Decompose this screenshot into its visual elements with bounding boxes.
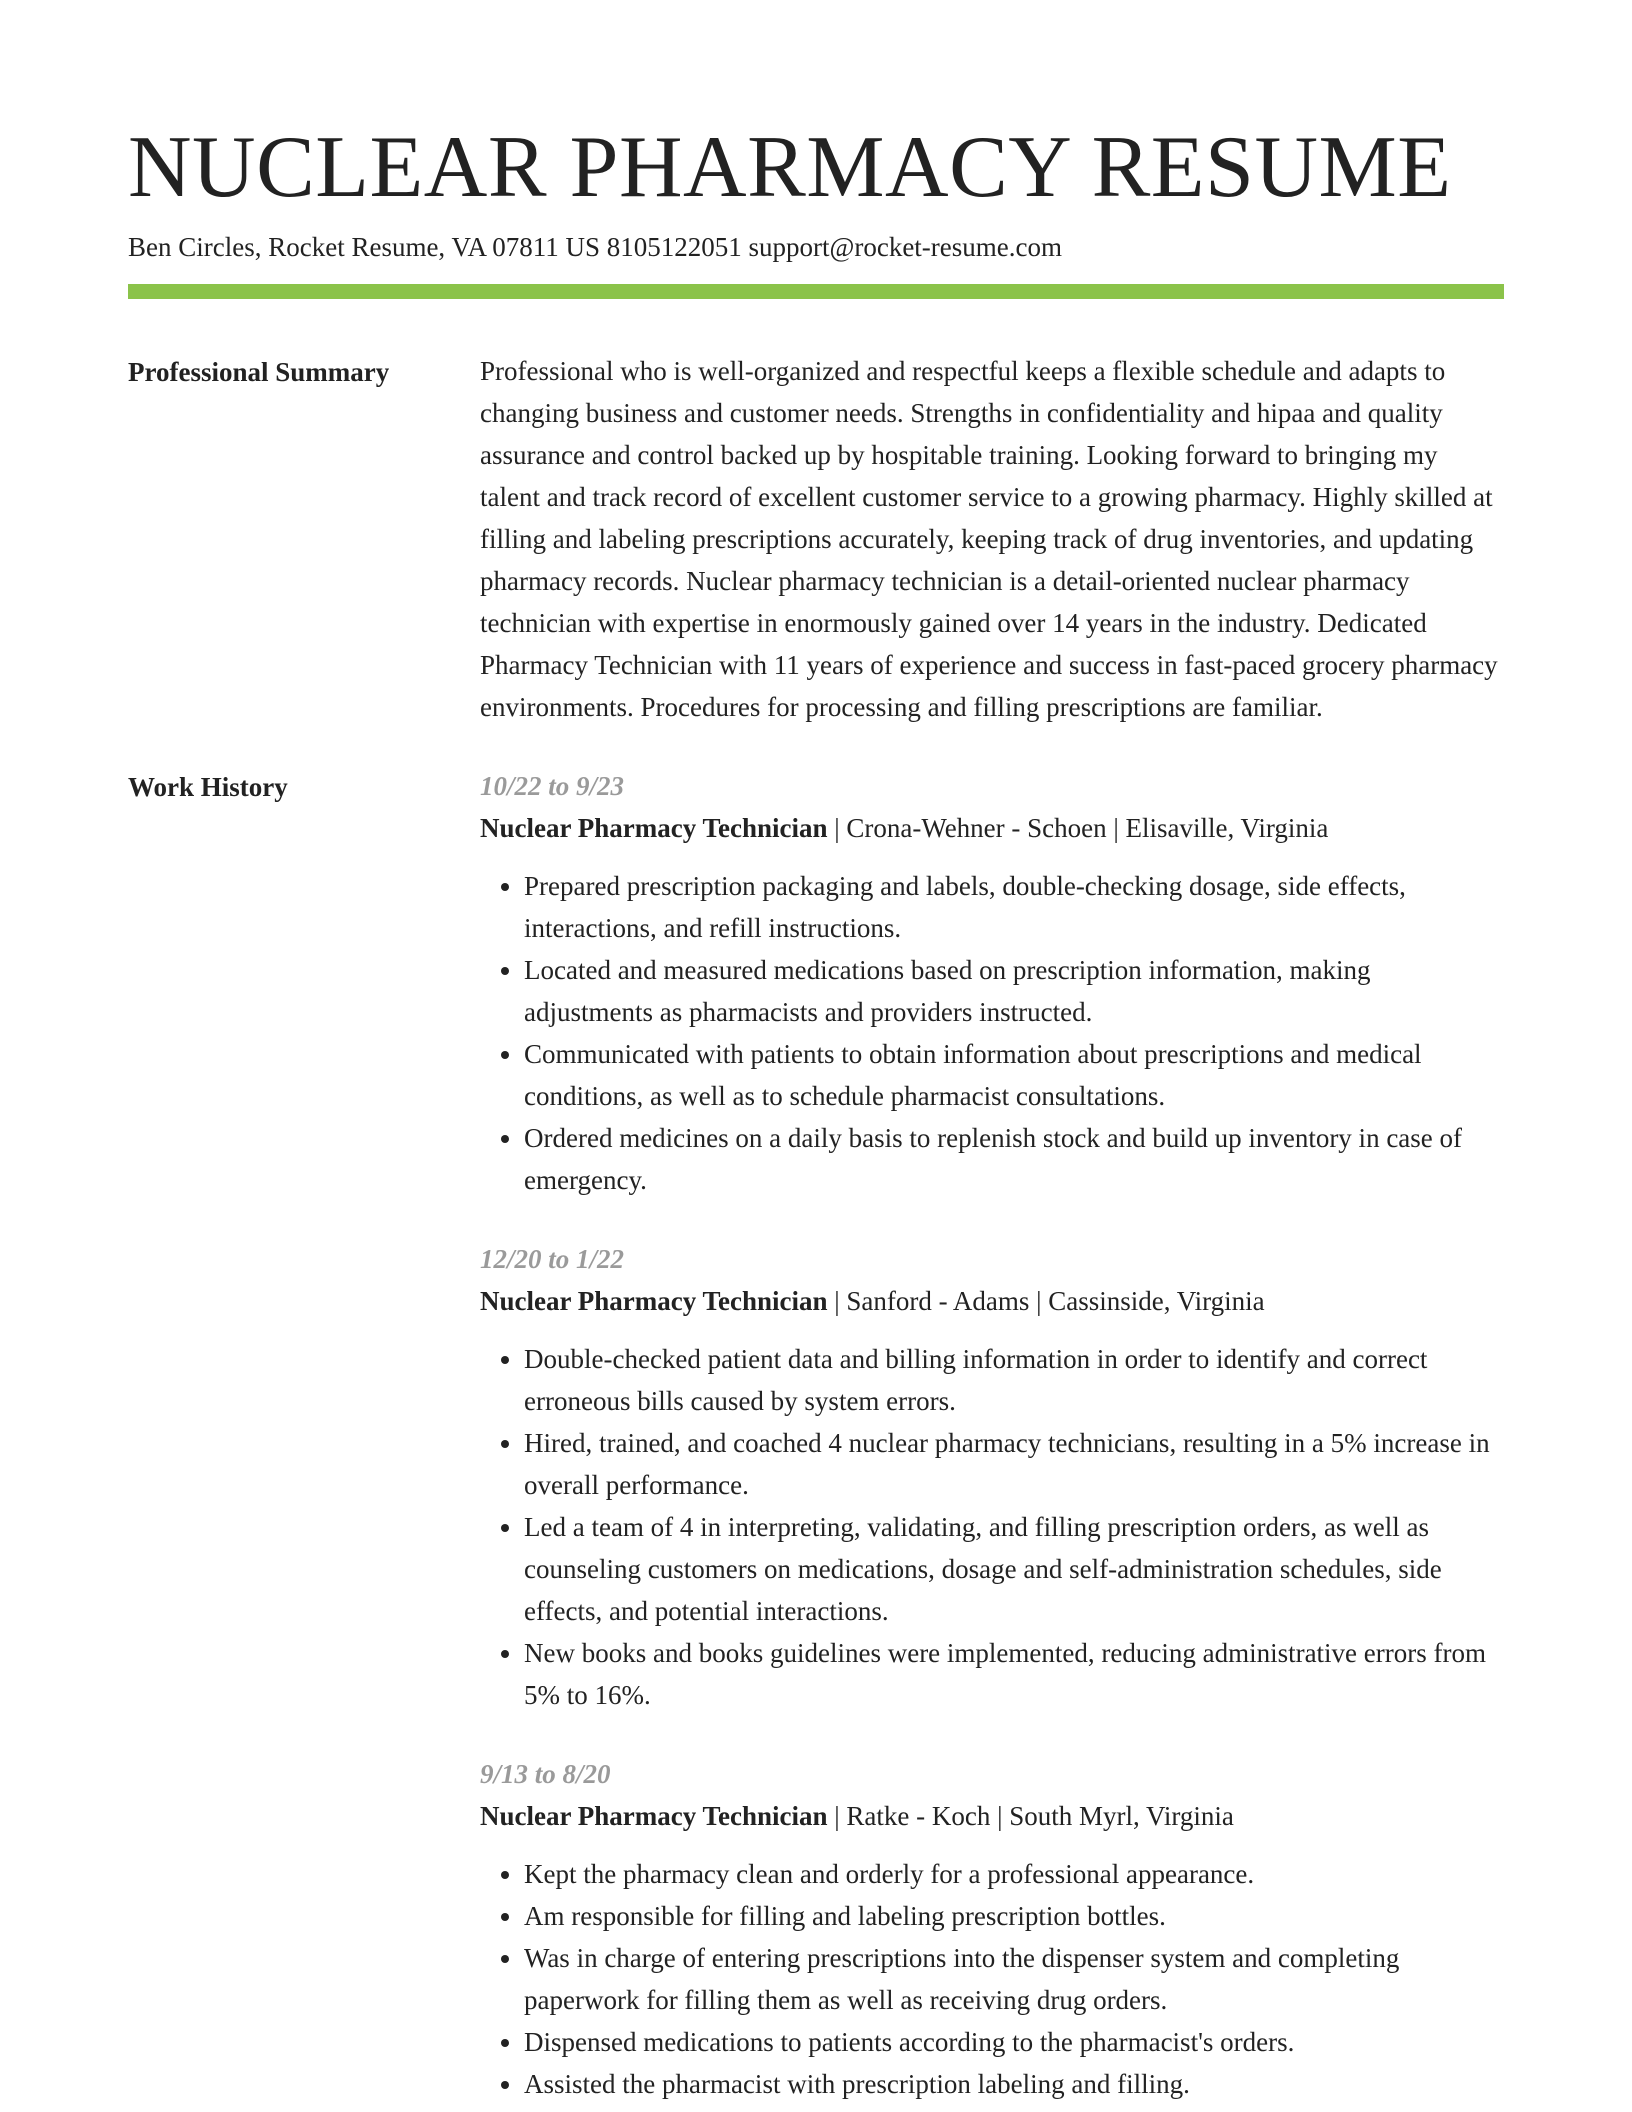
job-dates: 12/20 to 1/22 [480,1244,625,1274]
job-dates: 10/22 to 9/23 [480,771,625,801]
resume-page [128,0,1504,2105]
job-dates: 9/13 to 8/20 [480,1759,611,1789]
professional-summary-section [128,351,1504,728]
job-bullets [480,1338,1504,1716]
job-bullet: • Ordered medicines on a daily basis to replenish stock and build up inventory in case of emergency. [524,1117,1504,1201]
job-bullet: • Dispensed medications to patients according to the pharmacist's orders. [524,2021,1504,2063]
job-bullet: • Was in charge of entering prescriptions into the dispenser system and completing paperwork for filling them as well as receiving drug orders. [524,1937,1504,2021]
job-bullet: • Hired, trained, and coached 4 nuclear pharmacy technicians, resulting in a 5% increase in overall performance. [524,1422,1504,1506]
job-bullet: • Communicated with patients to obtain information about prescriptions and medical conditions, as well as to schedule pharmacist consultations. [524,1033,1504,1117]
header-divider [128,284,1504,299]
job-details: | Sanford - Adams | Cassinside, Virginia [827,1286,1265,1316]
job-bullet: • Prepared prescription packaging and labels, double-checking dosage, side effects, interactions, and refill instructions. [524,865,1504,949]
job-heading [480,807,1504,849]
job-details: | Ratke - Koch | South Myrl, Virginia [827,1801,1234,1831]
job-details: | Crona-Wehner - Schoen | Elisaville, Virginia [827,813,1329,843]
work-history-body [480,766,1504,2105]
job-bullet: • New books and books guidelines were implemented, reducing administrative errors from 5% to 16%. [524,1632,1504,1716]
summary-text: Professional who is well-organized and respectful keeps a flexible schedule and adapts to changing business and customer needs. Strengths in confidentiality and hipaa and quality assurance and control backed up by hospitable training. Looking forward to bringing my talent and track record of excellent customer service to a growing pharmacy. Highly skilled at filling and labeling prescriptions accurately, keeping track of drug inventories, and updating pharmacy records. Nuclear pharmacy technician is a detail-oriented nuclear pharmacy technician with expertise in enormously gained over 14 years in the industry. Dedicated Pharmacy Technician with 11 years of experience and success in fast-paced grocery pharmacy environments. Procedures for processing and filling prescriptions are familiar. [480,356,1498,722]
job-bullet: • Kept the pharmacy clean and orderly for a professional appearance. [524,1853,1504,1895]
contact-line: Ben Circles, Rocket Resume, VA 07811 US 8105122051 support@rocket-resume.com [128,232,1063,262]
job-entry [480,1238,1504,1716]
job-heading [480,1280,1504,1322]
job-heading [480,1795,1504,1837]
section-label-summary: Professional Summary [128,357,390,387]
section-label-work-history: Work History [128,772,288,802]
job-bullets [480,1853,1504,2105]
summary-body [480,351,1504,728]
resume-title: NUCLEAR PHARMACY RESUME [128,119,1452,216]
job-title: Nuclear Pharmacy Technician [480,1286,828,1316]
job-bullet: • Am responsible for filling and labeling prescription bottles. [524,1895,1504,1937]
job-entry [480,1753,1504,2105]
job-bullet: • Led a team of 4 in interpreting, validating, and filling prescription orders, as well as counseling customers on medications, dosage and self-administration schedules, side effects, and potential interactions. [524,1506,1504,1632]
job-bullet: • Double-checked patient data and billing information in order to identify and correct erroneous bills caused by system errors. [524,1338,1504,1422]
job-bullet: • Assisted the pharmacist with prescription labeling and filling. [524,2063,1504,2105]
job-title: Nuclear Pharmacy Technician [480,1801,828,1831]
job-bullets [480,865,1504,1201]
job-title: Nuclear Pharmacy Technician [480,813,828,843]
work-history-section [128,766,1504,2105]
job-entry [480,765,1504,1201]
job-bullet: • Located and measured medications based on prescription information, making adjustments as pharmacists and providers instructed. [524,949,1504,1033]
